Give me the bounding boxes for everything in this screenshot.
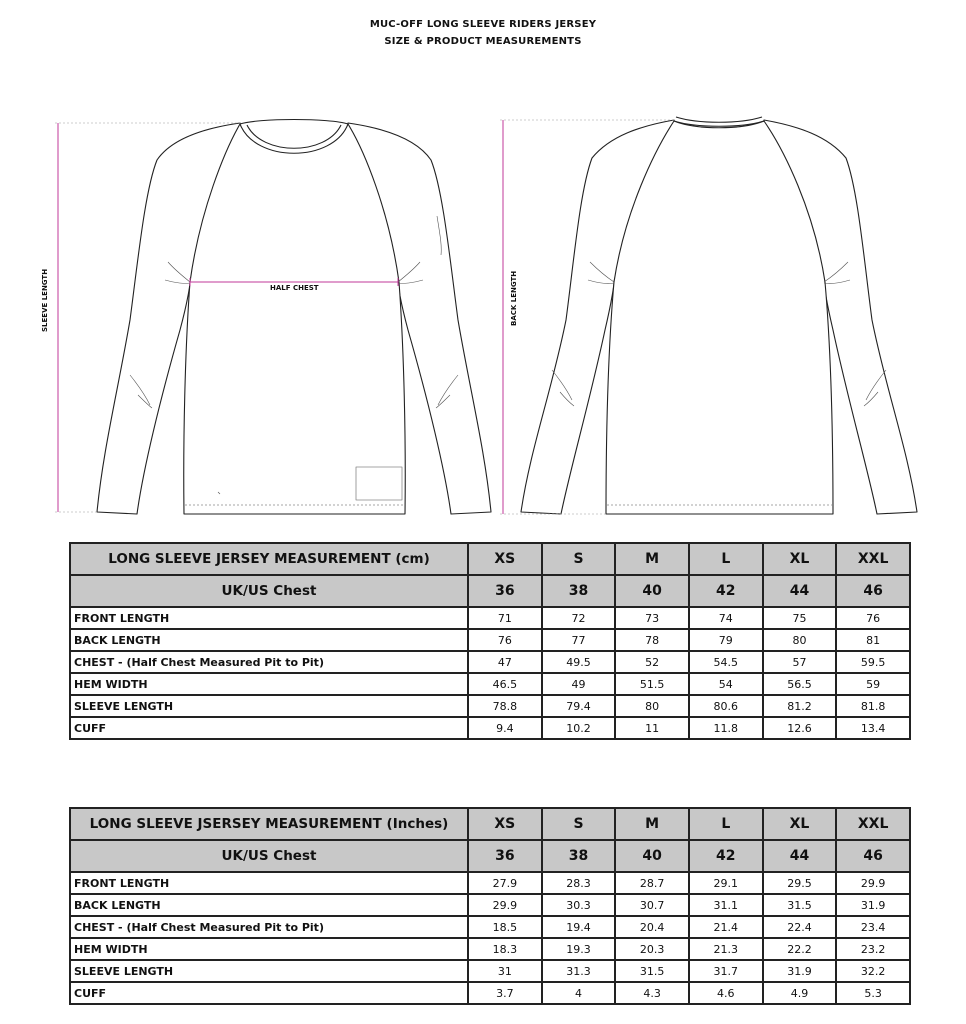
table-cell: 4 xyxy=(542,982,616,1004)
half-chest-label: HALF CHEST xyxy=(270,284,319,292)
size-col: M xyxy=(615,543,689,575)
chest-cell: 38 xyxy=(542,575,616,607)
table-row xyxy=(70,717,910,739)
size-col: XS xyxy=(468,543,542,575)
table-row xyxy=(70,607,910,629)
table-cell: 31.7 xyxy=(689,960,763,982)
size-col: S xyxy=(542,543,616,575)
table-row xyxy=(70,982,910,1004)
table-header-row xyxy=(70,543,910,575)
table-cell: 28.3 xyxy=(542,872,616,894)
table-cell: 56.5 xyxy=(763,673,837,695)
size-table-inches xyxy=(69,807,911,1005)
table-cell: 18.5 xyxy=(468,916,542,938)
table-cell: 59.5 xyxy=(836,651,910,673)
table-cell: 54.5 xyxy=(689,651,763,673)
table-row xyxy=(70,938,910,960)
table-cell: 23.2 xyxy=(836,938,910,960)
chest-cell: 40 xyxy=(615,575,689,607)
table-cell: 80.6 xyxy=(689,695,763,717)
row-label: FRONT LENGTH xyxy=(70,607,468,629)
table-cell: 59 xyxy=(836,673,910,695)
table-cell: 5.3 xyxy=(836,982,910,1004)
back-jersey-drawing xyxy=(521,117,917,514)
table-cell: 77 xyxy=(542,629,616,651)
chest-cell: 36 xyxy=(468,840,542,872)
table-cell: 81.8 xyxy=(836,695,910,717)
row-label: CUFF xyxy=(70,982,468,1004)
table-cell: 57 xyxy=(763,651,837,673)
row-label: HEM WIDTH xyxy=(70,938,468,960)
row-label: BACK LENGTH xyxy=(70,629,468,651)
chest-cell: 44 xyxy=(763,575,837,607)
table-row xyxy=(70,695,910,717)
table-cell: 51.5 xyxy=(615,673,689,695)
table-cell: 80 xyxy=(763,629,837,651)
table-cell: 54 xyxy=(689,673,763,695)
table-cell: 31 xyxy=(468,960,542,982)
table-cell: 76 xyxy=(468,629,542,651)
chest-cell: 36 xyxy=(468,575,542,607)
chest-cell: 46 xyxy=(836,575,910,607)
size-col: M xyxy=(615,808,689,840)
table-cell: 72 xyxy=(542,607,616,629)
table-cell: 46.5 xyxy=(468,673,542,695)
chest-cell: 40 xyxy=(615,840,689,872)
row-label: CHEST - (Half Chest Measured Pit to Pit) xyxy=(70,916,468,938)
table-cell: 49.5 xyxy=(542,651,616,673)
table-row xyxy=(70,629,910,651)
row-label: HEM WIDTH xyxy=(70,673,468,695)
table-cell: 30.3 xyxy=(542,894,616,916)
table-cell: 9.4 xyxy=(468,717,542,739)
size-col: XS xyxy=(468,808,542,840)
chest-cell: 38 xyxy=(542,840,616,872)
table-row xyxy=(70,872,910,894)
table-cell: 31.9 xyxy=(836,894,910,916)
page-subtitle: SIZE & PRODUCT MEASUREMENTS xyxy=(384,36,582,47)
table-cell: 12.6 xyxy=(763,717,837,739)
table-row xyxy=(70,894,910,916)
table-cell: 31.5 xyxy=(615,960,689,982)
table-cell: 47 xyxy=(468,651,542,673)
size-col: L xyxy=(689,543,763,575)
table-cell: 4.6 xyxy=(689,982,763,1004)
table-cell: 11.8 xyxy=(689,717,763,739)
table-cell: 32.2 xyxy=(836,960,910,982)
chest-label: UK/US Chest xyxy=(70,575,468,607)
row-label: FRONT LENGTH xyxy=(70,872,468,894)
table-cell: 79.4 xyxy=(542,695,616,717)
table-cell: 19.4 xyxy=(542,916,616,938)
size-col: L xyxy=(689,808,763,840)
table-cell: 20.3 xyxy=(615,938,689,960)
table-cell: 4.3 xyxy=(615,982,689,1004)
table-cell: 71 xyxy=(468,607,542,629)
row-label: CUFF xyxy=(70,717,468,739)
size-table-cm xyxy=(69,542,911,740)
table-title: LONG SLEEVE JSERSEY MEASUREMENT (Inches) xyxy=(70,808,468,840)
table-cell: 20.4 xyxy=(615,916,689,938)
size-col: XXL xyxy=(836,543,910,575)
table-cell: 80 xyxy=(615,695,689,717)
chest-row xyxy=(70,840,910,872)
table-cell: 31.5 xyxy=(763,894,837,916)
table-cell: 75 xyxy=(763,607,837,629)
table-cell: 81 xyxy=(836,629,910,651)
chest-label: UK/US Chest xyxy=(70,840,468,872)
table-cell: 18.3 xyxy=(468,938,542,960)
table-cell: 29.1 xyxy=(689,872,763,894)
table-cell: 11 xyxy=(615,717,689,739)
table-cell: 78 xyxy=(615,629,689,651)
table-cell: 52 xyxy=(615,651,689,673)
table-cell: 81.2 xyxy=(763,695,837,717)
size-col: XXL xyxy=(836,808,910,840)
table-cell: 4.9 xyxy=(763,982,837,1004)
table-header-row xyxy=(70,808,910,840)
table-cell: 29.5 xyxy=(763,872,837,894)
page-title: MUC-OFF LONG SLEEVE RIDERS JERSEY xyxy=(369,19,597,30)
table-cell: 49 xyxy=(542,673,616,695)
sleeve-length-label: SLEEVE LENGTH xyxy=(41,268,49,332)
table-cell: 19.3 xyxy=(542,938,616,960)
row-label: SLEEVE LENGTH xyxy=(70,695,468,717)
table-cell: 73 xyxy=(615,607,689,629)
front-jersey-drawing xyxy=(97,120,491,515)
size-col: XL xyxy=(763,808,837,840)
table-cell: 10.2 xyxy=(542,717,616,739)
table-cell: 31.1 xyxy=(689,894,763,916)
table-row xyxy=(70,651,910,673)
table-cell: 31.9 xyxy=(763,960,837,982)
table-cell: 3.7 xyxy=(468,982,542,1004)
size-col: S xyxy=(542,808,616,840)
row-label: CHEST - (Half Chest Measured Pit to Pit) xyxy=(70,651,468,673)
table-cell: 23.4 xyxy=(836,916,910,938)
chest-cell: 44 xyxy=(763,840,837,872)
chest-cell: 46 xyxy=(836,840,910,872)
table-title: LONG SLEEVE JERSEY MEASUREMENT (cm) xyxy=(70,543,468,575)
row-label: BACK LENGTH xyxy=(70,894,468,916)
table-cell: 21.4 xyxy=(689,916,763,938)
table-cell: 79 xyxy=(689,629,763,651)
row-label: SLEEVE LENGTH xyxy=(70,960,468,982)
table-cell: 76 xyxy=(836,607,910,629)
table-row xyxy=(70,960,910,982)
chest-row xyxy=(70,575,910,607)
table-cell: 21.3 xyxy=(689,938,763,960)
back-length-label: BACK LENGTH xyxy=(510,270,518,326)
table-cell: 29.9 xyxy=(836,872,910,894)
table-cell: 30.7 xyxy=(615,894,689,916)
chest-cell: 42 xyxy=(689,840,763,872)
table-row xyxy=(70,673,910,695)
size-col: XL xyxy=(763,543,837,575)
table-cell: 29.9 xyxy=(468,894,542,916)
table-cell: 22.4 xyxy=(763,916,837,938)
table-row xyxy=(70,916,910,938)
table-cell: 31.3 xyxy=(542,960,616,982)
table-cell: 28.7 xyxy=(615,872,689,894)
table-cell: 27.9 xyxy=(468,872,542,894)
table-cell: 74 xyxy=(689,607,763,629)
table-cell: 22.2 xyxy=(763,938,837,960)
chest-cell: 42 xyxy=(689,575,763,607)
table-cell: 13.4 xyxy=(836,717,910,739)
table-cell: 78.8 xyxy=(468,695,542,717)
